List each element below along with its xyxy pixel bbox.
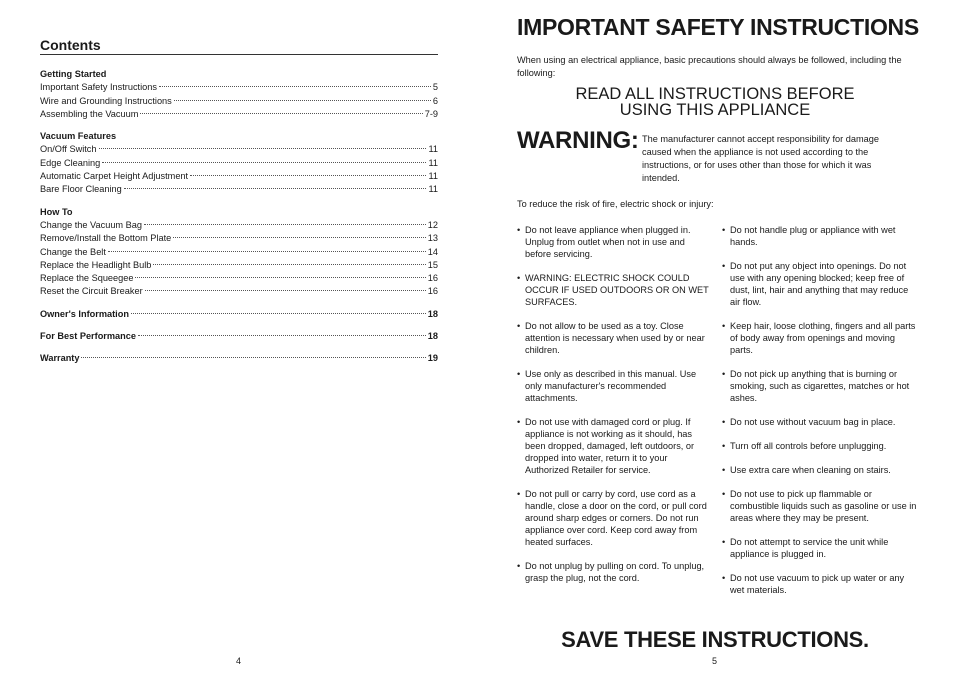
toc-section-heading: Getting Started xyxy=(40,69,107,79)
safety-bullet: • Do not handle plug or appliance with wet hands. xyxy=(722,224,917,248)
toc-entry xyxy=(40,330,438,343)
toc-entry-page: 18 xyxy=(427,331,438,342)
contents-title: Contents xyxy=(40,37,438,55)
toc-entry xyxy=(40,157,438,170)
toc-leader-dots xyxy=(190,175,426,176)
toc-entry-page: 11 xyxy=(428,184,438,195)
toc-leader-dots xyxy=(153,264,425,265)
toc-section-heading: Vacuum Features xyxy=(40,131,117,142)
safety-page xyxy=(477,0,954,676)
toc-section xyxy=(40,330,438,343)
toc-entry xyxy=(40,170,438,183)
toc-entry xyxy=(40,308,438,321)
toc-entry xyxy=(40,285,438,298)
safety-bullet: • Do not use with damaged cord or plug. If appliance is not working as it should, has been dropped, damaged, left outdoors, or dropped into water, return it to your Authorized Retailer for service. xyxy=(517,416,712,476)
toc-entry-label: Assembling the Vacuum xyxy=(40,108,139,119)
toc-entry-label: Wire and Grounding Instructions xyxy=(40,95,172,106)
warning-text: The manufacturer cannot accept responsibility for damage caused when the appliance is not used according to the instructions, or for uses other than those for which it was intended. xyxy=(642,134,879,183)
safety-bullet: • Turn off all controls before unplugging. xyxy=(722,440,917,452)
toc-leader-dots xyxy=(159,86,431,87)
toc-entry-label: Automatic Carpet Height Adjustment xyxy=(40,171,189,182)
toc-section xyxy=(40,68,438,121)
toc-entry xyxy=(40,259,438,272)
safety-bullet: • Use only as described in this manual. Use only manufacturer's recommended attachments. xyxy=(517,368,712,404)
toc-section-heading: How To xyxy=(40,206,73,217)
safety-bullet: • Keep hair, loose clothing, fingers and all parts of body away from openings and moving parts. xyxy=(722,320,917,356)
page-title: IMPORTANT SAFETY INSTRUCTIONS xyxy=(517,14,919,40)
toc-section xyxy=(40,130,438,196)
page-number-right: 5 xyxy=(712,656,718,666)
toc-entry-page: 11 xyxy=(428,144,438,155)
safety-bullet: • WARNING: ELECTRIC SHOCK COULD OCCUR IF USED OUTDOORS OR ON WET SURFACES. xyxy=(517,272,712,308)
reduce-risk-text: To reduce the risk of fire, electric shock or injury: xyxy=(517,199,714,209)
toc-entry-label: Edge Cleaning xyxy=(40,157,101,168)
safety-bullet: • Use extra care when cleaning on stairs. xyxy=(722,464,917,476)
toc-entry-label: Bare Floor Cleaning xyxy=(40,184,122,195)
warning-label: WARNING: xyxy=(517,127,639,154)
toc-leader-dots xyxy=(144,224,426,225)
toc-entry-label: Replace the Squeegee xyxy=(40,273,134,284)
toc-entry-page: 11 xyxy=(428,157,438,168)
safety-bullet: • Do not pull or carry by cord, use cord as a handle, close a door on the cord, or pull cord around sharp edges or corners. Do not run appliance over cord. Keep cord away from heated surfaces. xyxy=(517,488,712,548)
table-of-contents xyxy=(40,68,438,375)
save-instructions-heading: SAVE THESE INSTRUCTIONS. xyxy=(561,627,869,652)
toc-section xyxy=(40,206,438,299)
toc-entry xyxy=(40,219,438,232)
toc-entry xyxy=(40,81,438,94)
read-all-line-2: USING THIS APPLIANCE xyxy=(619,101,811,119)
safety-bullet: • Do not put any object into openings. Do not use with any opening blocked; keep free of dust, lint, hair and anything that may reduce air flow. xyxy=(722,260,917,308)
toc-entry xyxy=(40,108,438,121)
safety-bullet: • Do not allow to be used as a toy. Close attention is necessary when used by or near children. xyxy=(517,320,712,356)
toc-entry-page: 11 xyxy=(428,171,438,182)
toc-entry-page: 12 xyxy=(427,219,438,230)
toc-leader-dots xyxy=(131,313,426,314)
toc-entry-label: Important Safety Instructions xyxy=(40,82,157,93)
toc-entry-page: 7-9 xyxy=(424,108,438,119)
toc-entry-label: On/Off Switch xyxy=(40,144,97,155)
toc-entry xyxy=(40,272,438,285)
toc-entry xyxy=(40,143,438,156)
safety-bullet: • Do not attempt to service the unit while appliance is plugged in. xyxy=(722,536,917,560)
toc-entry-page: 13 xyxy=(427,233,438,244)
toc-leader-dots xyxy=(108,251,426,252)
page-number-left: 4 xyxy=(236,656,242,666)
toc-entry-page: 5 xyxy=(432,82,438,93)
toc-leader-dots xyxy=(145,290,426,291)
safety-bullet: • Do not use vacuum to pick up water or any wet materials. xyxy=(722,572,917,596)
safety-bullet: • Do not unplug by pulling on cord. To unplug, grasp the plug, not the cord. xyxy=(517,560,712,584)
toc-entry-page: 19 xyxy=(427,353,438,364)
toc-entry-page: 16 xyxy=(427,286,438,297)
toc-leader-dots xyxy=(124,188,427,189)
toc-entry xyxy=(40,95,438,108)
toc-entry xyxy=(40,246,438,259)
toc-leader-dots xyxy=(173,237,426,238)
safety-bullet: • Do not use to pick up flammable or combustible liquids such as gasoline or use in areas where they may be present. xyxy=(722,488,917,524)
safety-list-left xyxy=(517,224,712,596)
toc-leader-dots xyxy=(138,335,426,336)
toc-leader-dots xyxy=(135,277,425,278)
toc-entry-page: 18 xyxy=(427,308,438,319)
toc-entry-page: 15 xyxy=(427,259,438,270)
intro-text: When using an electrical appliance, basic precautions should always be followed, including the following: xyxy=(517,55,902,78)
toc-entry-page: 14 xyxy=(427,246,438,257)
toc-leader-dots xyxy=(102,162,426,163)
toc-entry xyxy=(40,183,438,196)
toc-entry-label: Replace the Headlight Bulb xyxy=(40,259,152,270)
toc-section xyxy=(40,308,438,321)
toc-entry-label: Reset the Circuit Breaker xyxy=(40,286,143,297)
toc-entry-page: 6 xyxy=(432,95,438,106)
toc-entry-label: Warranty xyxy=(40,353,80,364)
safety-bullet: • Do not use without vacuum bag in place. xyxy=(722,416,917,428)
toc-leader-dots xyxy=(81,357,425,358)
toc-entry-label: Change the Vacuum Bag xyxy=(40,219,142,230)
toc-entry-page: 16 xyxy=(427,273,438,284)
read-all-heading xyxy=(517,86,913,118)
toc-entry-label: Change the Belt xyxy=(40,246,106,257)
safety-bullet: • Do not pick up anything that is burning or smoking, such as cigarettes, matches or hot ashes. xyxy=(722,368,917,404)
toc-leader-dots xyxy=(174,100,431,101)
toc-entry-label: Owner's Information xyxy=(40,308,129,319)
toc-entry-label: Remove/Install the Bottom Plate xyxy=(40,233,172,244)
toc-entry-label: For Best Performance xyxy=(40,331,136,342)
toc-section xyxy=(40,352,438,365)
safety-list-right xyxy=(722,224,917,608)
toc-leader-dots xyxy=(99,148,427,149)
read-all-line-1: READ ALL INSTRUCTIONS BEFORE xyxy=(575,85,855,103)
safety-bullet: • Do not leave appliance when plugged in. Unplug from outlet when not in use and before servicing. xyxy=(517,224,712,260)
toc-entry xyxy=(40,232,438,245)
toc-leader-dots xyxy=(140,113,422,114)
toc-entry xyxy=(40,352,438,365)
